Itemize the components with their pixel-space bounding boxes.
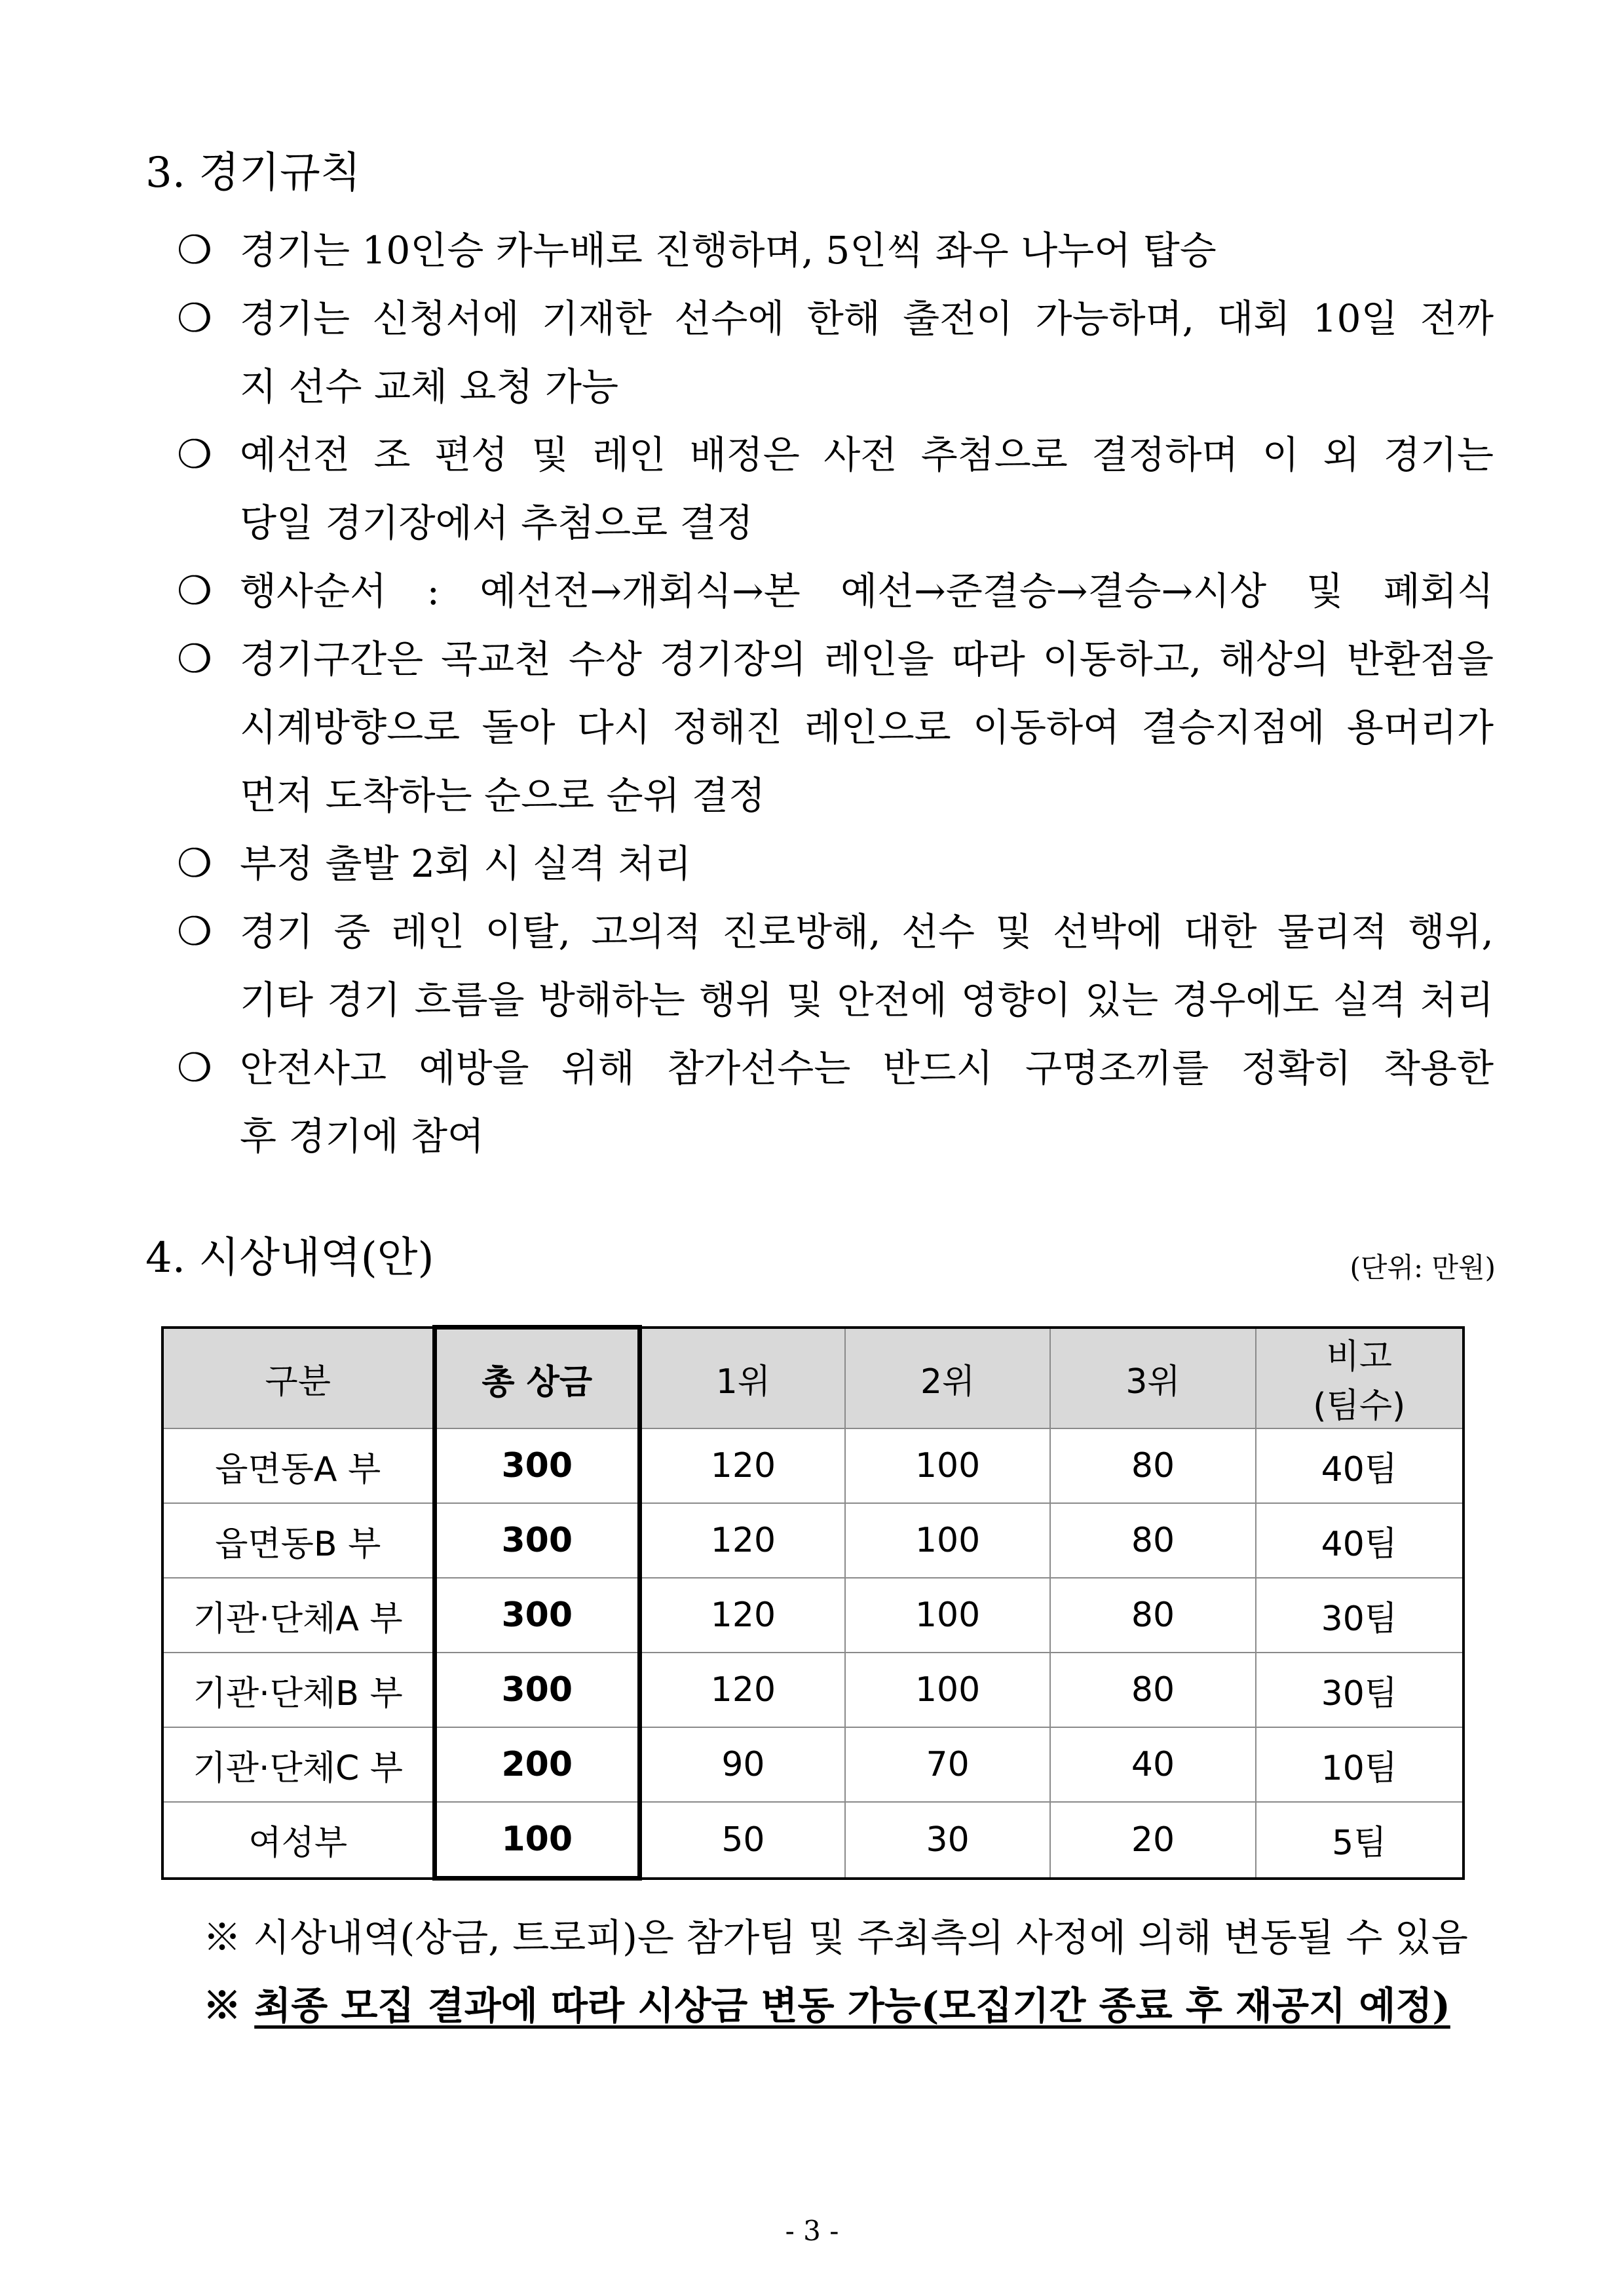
rule-line: 시계방향으로 돌아 다시 정해진 레인으로 이동하여 결승지점에 용머리가 [240,705,1494,750]
column-header: 총 상금 [434,1328,639,1429]
circle-bullet-icon: ❍ [177,1045,212,1091]
table-cell: 5팀 [1256,1802,1463,1879]
table-header-row [162,1328,1463,1429]
table-cell: 읍면동A 부 [162,1428,434,1503]
section-3-heading: 3. 경기규칙 [145,149,361,197]
table-cell: 120 [639,1503,844,1578]
table-cell: 100 [845,1503,1050,1578]
rule-line: 먼저 도착하는 순으로 순위 결정 [240,773,766,818]
table-cell: 40 [1050,1727,1255,1802]
table-cell: 10팀 [1256,1727,1463,1802]
table-cell: 30 [845,1802,1050,1879]
rule-line: 경기는 10인승 카누배로 진행하며, 5인씩 좌우 나누어 탑승 [240,228,1217,273]
rule-item [177,284,1494,421]
table-cell: 기관·단체C 부 [162,1727,434,1802]
rule-item [177,830,1494,898]
table-row [162,1503,1463,1578]
table-cell: 100 [845,1428,1050,1503]
table-cell: 300 [434,1503,639,1578]
column-header: 구분 [162,1328,434,1429]
table-cell: 50 [639,1802,844,1879]
circle-bullet-icon: ❍ [177,909,212,955]
column-header-line: (팀수) [1313,1387,1406,1426]
table-cell: 100 [845,1578,1050,1653]
column-header: 1위 [639,1328,844,1429]
table-cell: 기관·단체B 부 [162,1653,434,1727]
circle-bullet-icon: ❍ [177,432,212,478]
table-cell: 90 [639,1727,844,1802]
table-cell: 80 [1050,1653,1255,1727]
rule-line: 기타 경기 흐름을 방해하는 행위 및 안전에 영향이 있는 경우에도 실격 처리 [240,978,1494,1022]
rule-line: 경기구간은 곡교천 수상 경기장의 레인을 따라 이동하고, 해상의 반환점을 [240,637,1494,681]
table-cell: 120 [639,1653,844,1727]
table-cell: 읍면동B 부 [162,1503,434,1578]
table-cell: 120 [639,1578,844,1653]
note-underlined-text: 최종 모집 결과에 따라 시상금 변동 가능(모집기간 종료 후 재공지 예정) [254,1983,1450,2028]
table-row [162,1428,1463,1503]
page-number: - 3 - [785,2215,839,2247]
rule-line: 행사순서 : 예선전→개회식→본 예선→준결승→결승→시상 및 폐회식 [240,569,1494,613]
rule-item [177,1034,1494,1170]
rule-item [177,625,1494,830]
circle-bullet-icon: ❍ [177,841,212,887]
table-row [162,1727,1463,1802]
table-cell: 여성부 [162,1802,434,1879]
rule-line: 부정 출발 2회 시 실격 처리 [240,841,692,886]
rule-line: 경기는 신청서에 기재한 선수에 한해 출전이 가능하며, 대회 10일 전까 [240,296,1494,341]
table-cell: 30팀 [1256,1653,1463,1727]
table-cell: 30팀 [1256,1578,1463,1653]
note-final-recruitment [203,1975,1450,2030]
note-prize-change: ※ 시상내역(상금, 트로피)은 참가팀 및 주최측의 사정에 의해 변동될 수 있음 [203,1915,1468,1960]
table-cell: 80 [1050,1503,1255,1578]
table-cell: 40팀 [1256,1503,1463,1578]
table-cell: 120 [639,1428,844,1503]
note-mark: ※ [203,1983,242,2028]
rule-line: 당일 경기장에서 추첨으로 결정 [240,501,753,545]
rule-line: 경기 중 레인 이탈, 고의적 진로방해, 선수 및 선박에 대한 물리적 행위, [240,909,1494,954]
column-header: 3위 [1050,1328,1255,1429]
unit-label: (단위: 만원) [1350,1252,1496,1284]
rule-item [177,898,1494,1034]
prize-table [161,1325,1465,1881]
rule-item [177,557,1494,625]
column-header [1256,1328,1463,1429]
rules-list [177,216,1494,1170]
rule-line: 후 경기에 참여 [240,1114,485,1158]
table-cell: 100 [845,1653,1050,1727]
rule-line: 안전사고 예방을 위해 참가선수는 반드시 구명조끼를 정확히 착용한 [240,1046,1494,1090]
section-4-heading: 4. 시상내역(안) [145,1234,434,1282]
column-header: 2위 [845,1328,1050,1429]
rule-line: 지 선수 교체 요청 가능 [240,364,618,409]
table-cell: 70 [845,1727,1050,1802]
circle-bullet-icon: ❍ [177,636,212,682]
table-cell: 300 [434,1428,639,1503]
table-row [162,1653,1463,1727]
rule-line: 예선전 조 편성 및 레인 배정은 사전 추첨으로 결정하며 이 외 경기는 [240,432,1494,477]
rule-item [177,216,1494,284]
table-cell: 기관·단체A 부 [162,1578,434,1653]
circle-bullet-icon: ❍ [177,568,212,614]
table-cell: 20 [1050,1802,1255,1879]
circle-bullet-icon: ❍ [177,227,212,273]
table-cell: 300 [434,1653,639,1727]
rule-item [177,421,1494,557]
circle-bullet-icon: ❍ [177,296,212,341]
table-cell: 40팀 [1256,1428,1463,1503]
table-row [162,1802,1463,1879]
table-cell: 80 [1050,1578,1255,1653]
table-cell: 300 [434,1578,639,1653]
table-cell: 80 [1050,1428,1255,1503]
table-cell: 100 [434,1802,639,1879]
table-row [162,1578,1463,1653]
column-header-line: 비고 [1326,1337,1393,1377]
table-cell: 200 [434,1727,639,1802]
